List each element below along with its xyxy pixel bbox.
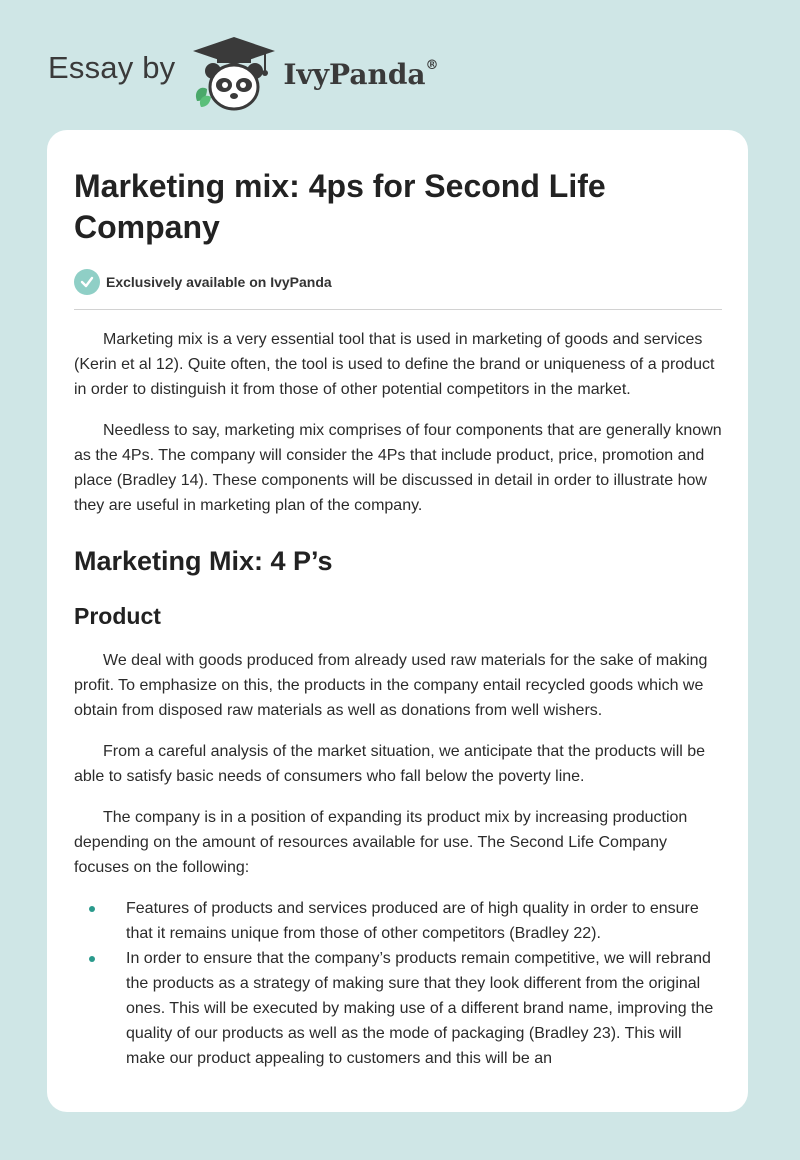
badge-text: Exclusively available on IvyPanda	[106, 274, 332, 290]
essay-card	[47, 130, 748, 1112]
section-heading: Marketing Mix: 4 P’s	[74, 546, 333, 576]
intro-paragraph: Marketing mix is a very essential tool that is used in marketing of goods and services (Kerin et al 12). Quite often, the tool is used to define the brand or uniqueness of a product in order to distinguish it from those of other potential competitors in the market.	[74, 331, 715, 398]
intro-paragraph: Needless to say, marketing mix comprises of four components that are generally known as the 4Ps. The company will consider the 4Ps that include product, price, promotion and place (Bradley 14). These components will be discussed in detail in order to illustrate how they are useful in marketing plan of the company.	[74, 422, 722, 514]
product-paragraph: The company is in a position of expanding its product mix by increasing production depending on the amount of resources available for use. The Second Life Company focuses on the following:	[74, 809, 688, 876]
product-paragraph: We deal with goods produced from already used raw materials for the sake of making profit. To emphasize on this, the products in the company entail recycled goods which we obtain from disposed raw materials as well as donations from well wishers.	[74, 652, 708, 719]
brand-prefix: Essay by	[48, 50, 176, 85]
list-item: In order to ensure that the company’s products remain competitive, we will rebrand the products as a strategy of making sure that they look different from the original ones. This will be executed by making use of a different brand name, improving the quality of our products as well as the mode of packaging (Bradley 23). This will make our product appealing to customers and this will be an	[74, 946, 722, 1071]
panda-logo-icon	[191, 35, 277, 113]
page-title: Marketing mix: 4ps for Second Life Company	[74, 168, 606, 245]
brand-logo[interactable]	[48, 34, 439, 114]
product-paragraph: From a careful analysis of the market situation, we anticipate that the products will be able to satisfy basic needs of consumers who fall below the poverty line.	[74, 743, 706, 785]
list-item: Features of products and services produced are of high quality in order to ensure that it remains unique from those of other competitors (Bradley 22).	[74, 896, 722, 946]
subsection-heading: Product	[74, 603, 161, 629]
check-icon	[74, 269, 100, 295]
brand-name	[283, 58, 438, 91]
exclusive-badge	[74, 269, 722, 310]
registered-mark: ®	[425, 58, 439, 74]
brand-name-text: IvyPanda	[283, 57, 426, 91]
focus-list	[74, 896, 722, 1071]
